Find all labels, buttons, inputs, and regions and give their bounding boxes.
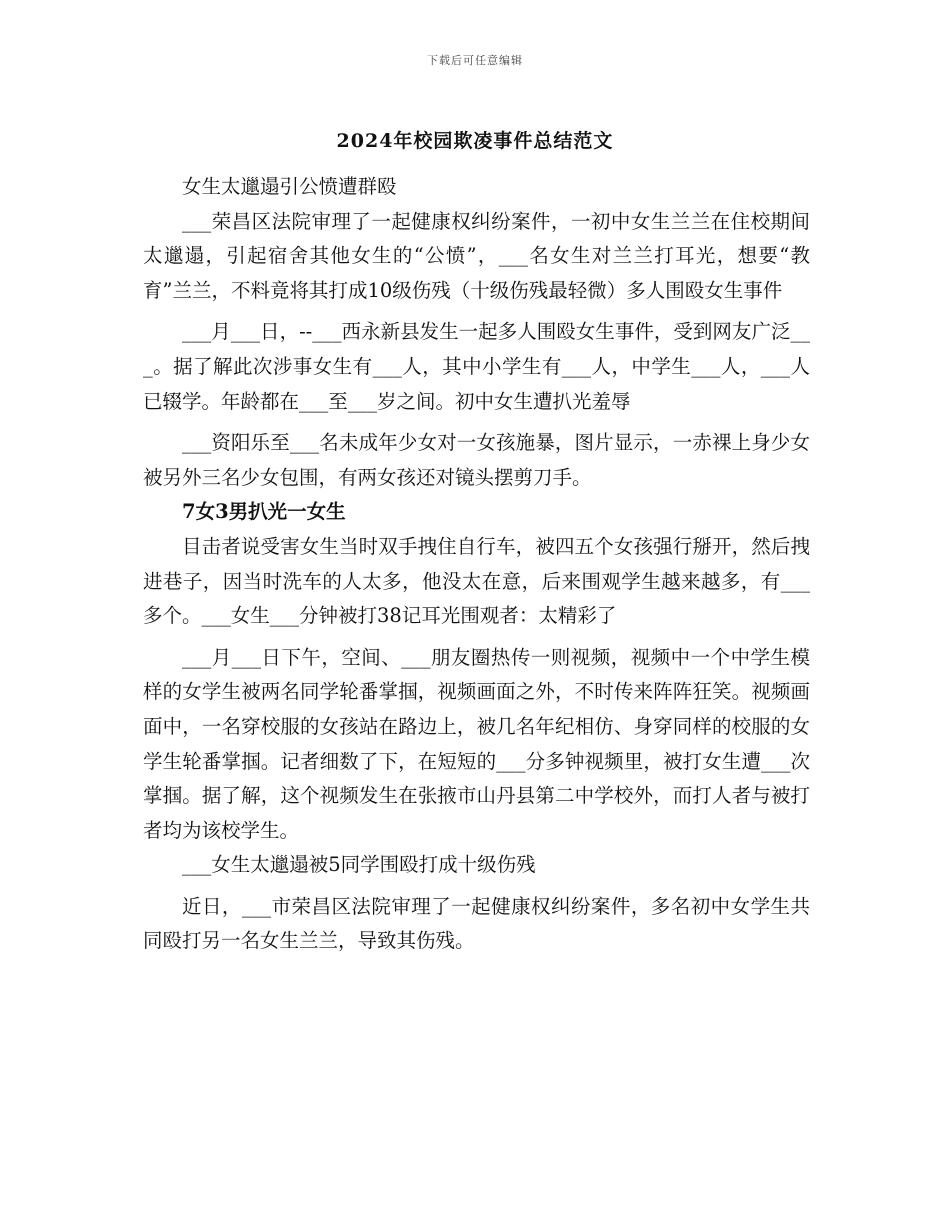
paragraph: ___荣昌区法院审理了一起健康权纠纷案件，一初中女生兰兰在住校期间太邋遢，引起宿舍其他女生的“公愤”，___名女生对兰兰打耳光，想要“教育”兰兰，不料竟将其打成10级伤残（十级伤残最轻微）多人围殴女生事件 [143,209,810,302]
paragraph: ___月___日下午，空间、___朋友圈热传一则视频，视频中一个中学生模样的女学生被两名同学轮番掌掴，视频画面之外，不时传来阵阵狂笑。视频画面中，一名穿校服的女孩站在路边上，被几名年纪相仿、身穿同样的校服的女学生轮番掌掴。记者细数了下，在短短的___分多钟视频里，被打女生遭___次掌掴。据了解，这个视频发生在张掖市山丹县第二中学校外，而打人者与被打者均为该校学生。 [143,645,810,842]
paragraph-subheading: ___女生太邋遢被5同学围殴打成十级伤残 [182,853,536,877]
header-note: 下载后可任意编辑 [427,54,523,67]
paragraph: ___月___日，--___西永新县发生一起多人围殴女生事件，受到网友广泛___。据了解此次涉事女生有___人，其中小学生有___人，中学生___人，___人已辍学。年龄都在___至___岁之间。初中女生遭扒光羞辱 [143,320,810,413]
paragraph: ___资阳乐至___名未成年少女对一女孩施暴，图片显示，一赤裸上身少女被另外三名少女包围，有两女孩还对镜头摆剪刀手。 [143,431,810,489]
section-heading: 7女3男扒光一女生 [182,500,346,524]
document-body [143,170,810,959]
paragraph: 近日，___市荣昌区法院审理了一起健康权纠纷案件，多名初中女学生共同殴打另一名女生兰兰，导致其伤残。 [143,894,810,953]
paragraph: 目击者说受害女生当时双手拽住自行车，被四五个女孩强行掰开，然后拽进巷子，因当时洗车的人太多，他没太在意，后来围观学生越来越多，有___多个。___女生___分钟被打38记耳光围观者：太精彩了 [143,534,810,628]
paragraph-subheading: 女生太邋遢引公愤遭群殴 [182,175,397,198]
document-title: 2024年校园欺凌事件总结范文 [336,130,614,152]
